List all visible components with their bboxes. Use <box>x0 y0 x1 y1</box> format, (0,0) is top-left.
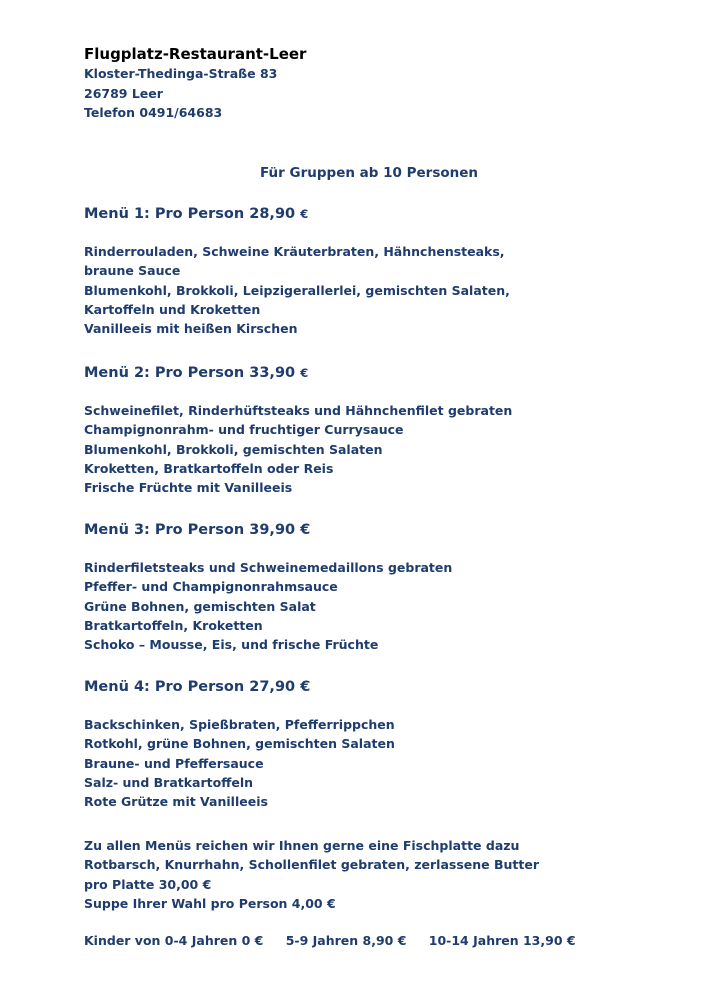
menu-items <box>84 715 684 811</box>
children-price-0-4: Kinder von 0-4 Jahren 0 € <box>84 933 264 948</box>
menu-items <box>84 242 684 338</box>
menu-item-line: Schweinefilet, Rinderhüftsteaks und Hähnchenfilet gebraten <box>84 403 513 418</box>
restaurant-header <box>84 44 684 123</box>
menu-title <box>84 520 684 540</box>
extras-line: Zu allen Menüs reichen wir Ihnen gerne eine Fischplatte dazu <box>84 838 520 853</box>
menu-item-line: Blumenkohl, Brokkoli, gemischten Salaten <box>84 441 383 457</box>
menu-1 <box>84 204 684 338</box>
menu-title <box>84 363 684 383</box>
currency-symbol: € <box>300 522 311 538</box>
menu-items <box>84 401 684 497</box>
menu-item-line: Kartoffeln und Kroketten <box>84 301 261 317</box>
menu-item-line: Rinderfiletsteaks und Schweinemedaillons gebraten <box>84 560 453 575</box>
menu-item-line: Rote Grütze mit Vanilleeis <box>84 794 268 810</box>
menu-item-line: Rotkohl, grüne Bohnen, gemischten Salaten <box>84 736 395 752</box>
restaurant-name: Flugplatz-Restaurant-Leer <box>84 45 307 63</box>
currency-symbol: € <box>300 679 311 695</box>
menu-item-line: Braune- und Pfeffersauce <box>84 755 264 771</box>
extras-section <box>84 836 684 913</box>
menu-item-line: Schoko – Mousse, Eis, und frische Früchte <box>84 637 379 653</box>
menu-item-line: Rinderrouladen, Schweine Kräuterbraten, Hähnchensteaks, <box>84 244 505 259</box>
extras-line: Rotbarsch, Knurrhahn, Schollenfilet gebraten, zerlassene Butter <box>84 857 539 873</box>
children-prices <box>84 931 594 951</box>
currency-symbol: € <box>300 207 309 221</box>
address-street: Kloster-Thedinga-Straße 83 <box>84 66 278 81</box>
menu-title-text: Menü 3: Pro Person 39,90 <box>84 522 296 538</box>
menu-title-text: Menü 2: Pro Person 33,90 <box>84 365 296 381</box>
menu-items <box>84 558 684 654</box>
menu-item-line: Pfeffer- und Champignonrahmsauce <box>84 579 338 595</box>
children-price-10-14: 10-14 Jahren 13,90 € <box>428 933 576 948</box>
menu-title <box>84 677 684 697</box>
menu-item-line: braune Sauce <box>84 263 181 279</box>
extras-line: pro Platte 30,00 € <box>84 876 212 892</box>
menu-item-line: Frische Früchte mit Vanilleeis <box>84 480 293 496</box>
phone-number: Telefon 0491/64683 <box>84 105 223 120</box>
menu-3 <box>84 520 684 654</box>
group-note: Für Gruppen ab 10 Personen <box>260 165 479 181</box>
menu-4 <box>84 677 684 811</box>
address-city: 26789 Leer <box>84 85 163 101</box>
children-price-5-9: 5-9 Jahren 8,90 € <box>285 933 407 948</box>
menu-title-text: Menü 4: Pro Person 27,90 <box>84 679 296 695</box>
menu-item-line: Vanilleeis mit heißen Kirschen <box>84 321 298 337</box>
menu-item-line: Blumenkohl, Brokkoli, Leipzigerallerlei, gemischten Salaten, <box>84 282 510 298</box>
menu-item-line: Kroketten, Bratkartoffeln oder Reis <box>84 460 334 476</box>
menu-item-line: Salz- und Bratkartoffeln <box>84 774 254 790</box>
menu-item-line: Bratkartoffeln, Kroketten <box>84 617 263 633</box>
menu-item-line: Grüne Bohnen, gemischten Salat <box>84 598 316 614</box>
menu-2 <box>84 363 684 497</box>
menu-document <box>84 44 684 948</box>
extras-line: Suppe Ihrer Wahl pro Person 4,00 € <box>84 895 336 911</box>
menu-item-line: Backschinken, Spießbraten, Pfefferrippchen <box>84 717 395 732</box>
menu-title-text: Menü 1: Pro Person 28,90 <box>84 206 296 222</box>
currency-symbol: € <box>300 366 309 380</box>
menu-title <box>84 204 684 224</box>
menu-item-line: Champignonrahm- und fruchtiger Currysauce <box>84 422 404 438</box>
